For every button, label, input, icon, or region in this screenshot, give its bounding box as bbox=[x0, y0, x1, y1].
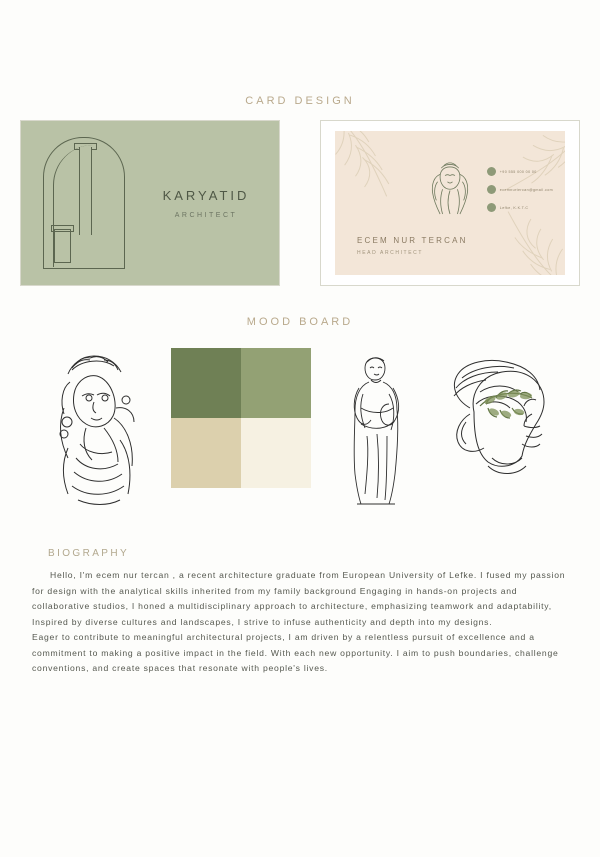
warrior-helmet-portrait-image bbox=[440, 348, 558, 488]
card-design-row bbox=[20, 120, 580, 290]
greek-statue-image bbox=[337, 348, 415, 506]
contact-item bbox=[487, 167, 553, 176]
swatch-olive-dark bbox=[171, 348, 241, 418]
brand-role: ARCHITECT bbox=[174, 211, 238, 219]
card-back-name: ECEM NUR TERCAN bbox=[357, 236, 468, 245]
contact-phone: +90 555 000 00 00 bbox=[499, 169, 537, 174]
pedestal-base bbox=[54, 229, 71, 263]
business-card-front bbox=[20, 120, 280, 286]
column-shaft bbox=[79, 147, 92, 235]
contact-item bbox=[487, 203, 553, 212]
mail-icon bbox=[487, 185, 496, 194]
card-design-section-title: CARD DESIGN bbox=[245, 95, 355, 107]
contact-address: Lefke, K.K.T.C bbox=[499, 205, 529, 210]
card-back-role: HEAD ARCHITECT bbox=[357, 250, 424, 256]
color-swatch-grid bbox=[171, 348, 311, 488]
swatch-olive-light bbox=[241, 348, 311, 418]
mood-board-section-title: MOOD BOARD bbox=[246, 316, 354, 328]
woman-laurel-portrait-image bbox=[42, 348, 146, 508]
woman-laurel-portrait-icon bbox=[419, 157, 481, 219]
contact-item bbox=[487, 185, 553, 194]
business-card-back-canvas bbox=[335, 131, 565, 275]
contact-email: ecemnurtercan@gmail.com bbox=[499, 187, 553, 192]
biography-paragraph-1: Hello, I'm ecem nur tercan , a recent architecture graduate from European University of Lefke. I fused my passion for design with the analytical skills inherited from my family background Engaging in hands-on projects and collaborative studios, I honed a multidisciplinary approach to architecture, emphasizing teamwork and adaptability, Inspired by diverse cultures and landscapes, I strive to infuse authenticity and depth into my designs. bbox=[32, 570, 566, 627]
arch-column-illustration bbox=[21, 121, 139, 285]
swatch-cream bbox=[241, 418, 311, 488]
biography-text bbox=[32, 568, 570, 677]
brand-name: KARYATID bbox=[162, 187, 250, 203]
biography-section-title: BIOGRAPHY bbox=[48, 548, 130, 559]
business-card-front-text bbox=[139, 121, 279, 285]
biography-paragraph-2: Eager to contribute to meaningful architectural projects, I am driven by a relentless pursuit of excellence and a commitment to making a positive impact in the field. With each new opportunity. I aim to push boundaries, challenge conventions, and create spaces that resonate with people's lives. bbox=[32, 632, 559, 673]
swatch-sand bbox=[171, 418, 241, 488]
mood-board-row bbox=[42, 348, 558, 508]
phone-icon bbox=[487, 167, 496, 176]
business-card-back bbox=[320, 120, 580, 286]
palm-frond-icon bbox=[335, 131, 418, 210]
contact-list bbox=[487, 167, 553, 212]
location-pin-icon bbox=[487, 203, 496, 212]
